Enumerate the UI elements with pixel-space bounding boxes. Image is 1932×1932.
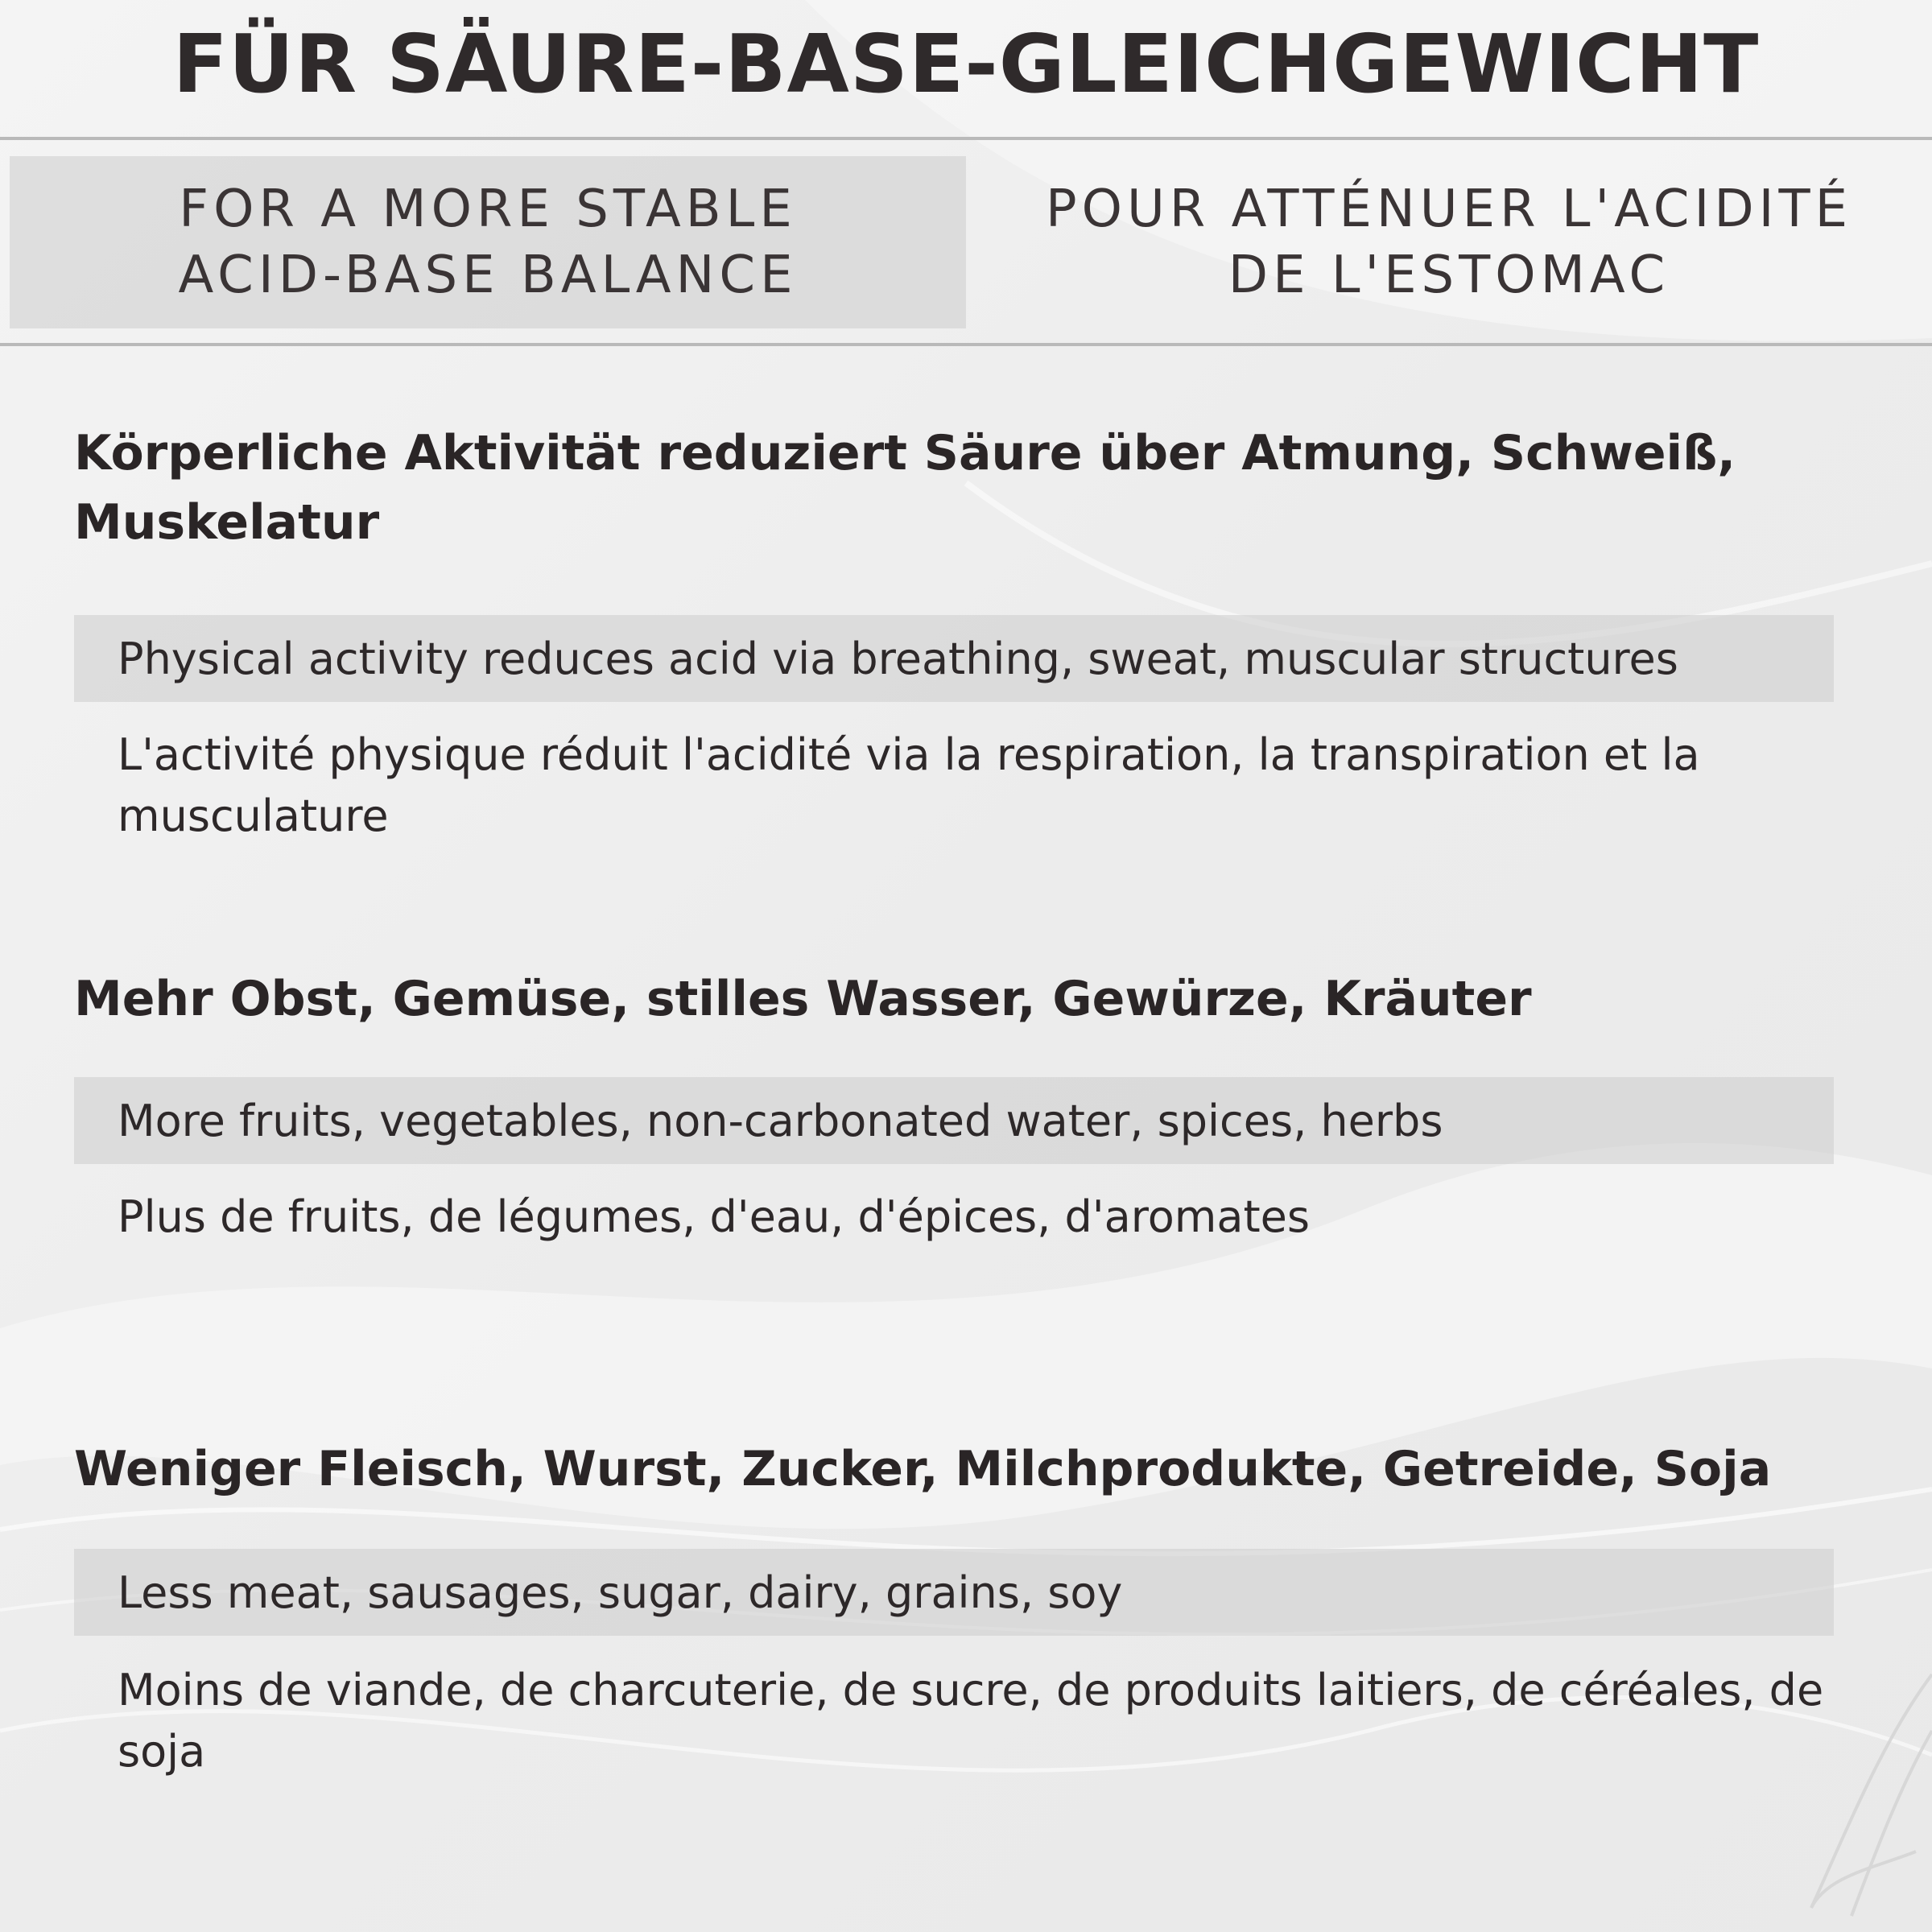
header-divider-top [0, 137, 1932, 140]
header-divider-bottom [0, 343, 1932, 346]
section-text-english: Less meat, sausages, sugar, dairy, grains, soy [74, 1549, 1834, 1636]
section-physical-activity [74, 419, 1834, 847]
section-text-french: L'activité physique réduit l'acidité via la respiration, la transpiration et la musculature [118, 729, 1700, 841]
section-heading-german: Mehr Obst, Gemüse, stilles Wasser, Gewürze, Kräuter [74, 971, 1532, 1027]
section-heading-german: Körperliche Aktivität reduziert Säure über Atmung, Schweiß, Muskelatur [74, 425, 1736, 551]
page-title: FÜR SÄURE-BASE-GLEICHGEWICHT [172, 17, 1760, 111]
section-heading-german: Weniger Fleisch, Wurst, Zucker, Milchprodukte, Getreide, Soja [74, 1441, 1772, 1497]
subtitle-english-box [10, 156, 966, 328]
section-text-french: Plus de fruits, de légumes, d'eau, d'épices, d'aromates [118, 1191, 1310, 1242]
section-text-english: More fruits, vegetables, non-carbonated water, spices, herbs [74, 1077, 1834, 1164]
subtitle-french-line-1: POUR ATTÉNUER L'ACIDITÉ [1045, 180, 1853, 239]
section-text-french: Moins de viande, de charcuterie, de sucre, de produits laitiers, de céréales, de soja [118, 1665, 1824, 1777]
subtitle-french-line-2: DE L'ESTOMAC [1228, 246, 1670, 305]
section-more-foods [74, 964, 1834, 1248]
section-text-english: Physical activity reduces acid via breathing, sweat, muscular structures [74, 615, 1834, 702]
subtitle-english-line-2: ACID-BASE BALANCE [178, 246, 798, 305]
subtitle-french-box [974, 156, 1924, 328]
section-less-foods [74, 1435, 1834, 1782]
subtitle-english-line-1: FOR A MORE STABLE [179, 180, 797, 239]
